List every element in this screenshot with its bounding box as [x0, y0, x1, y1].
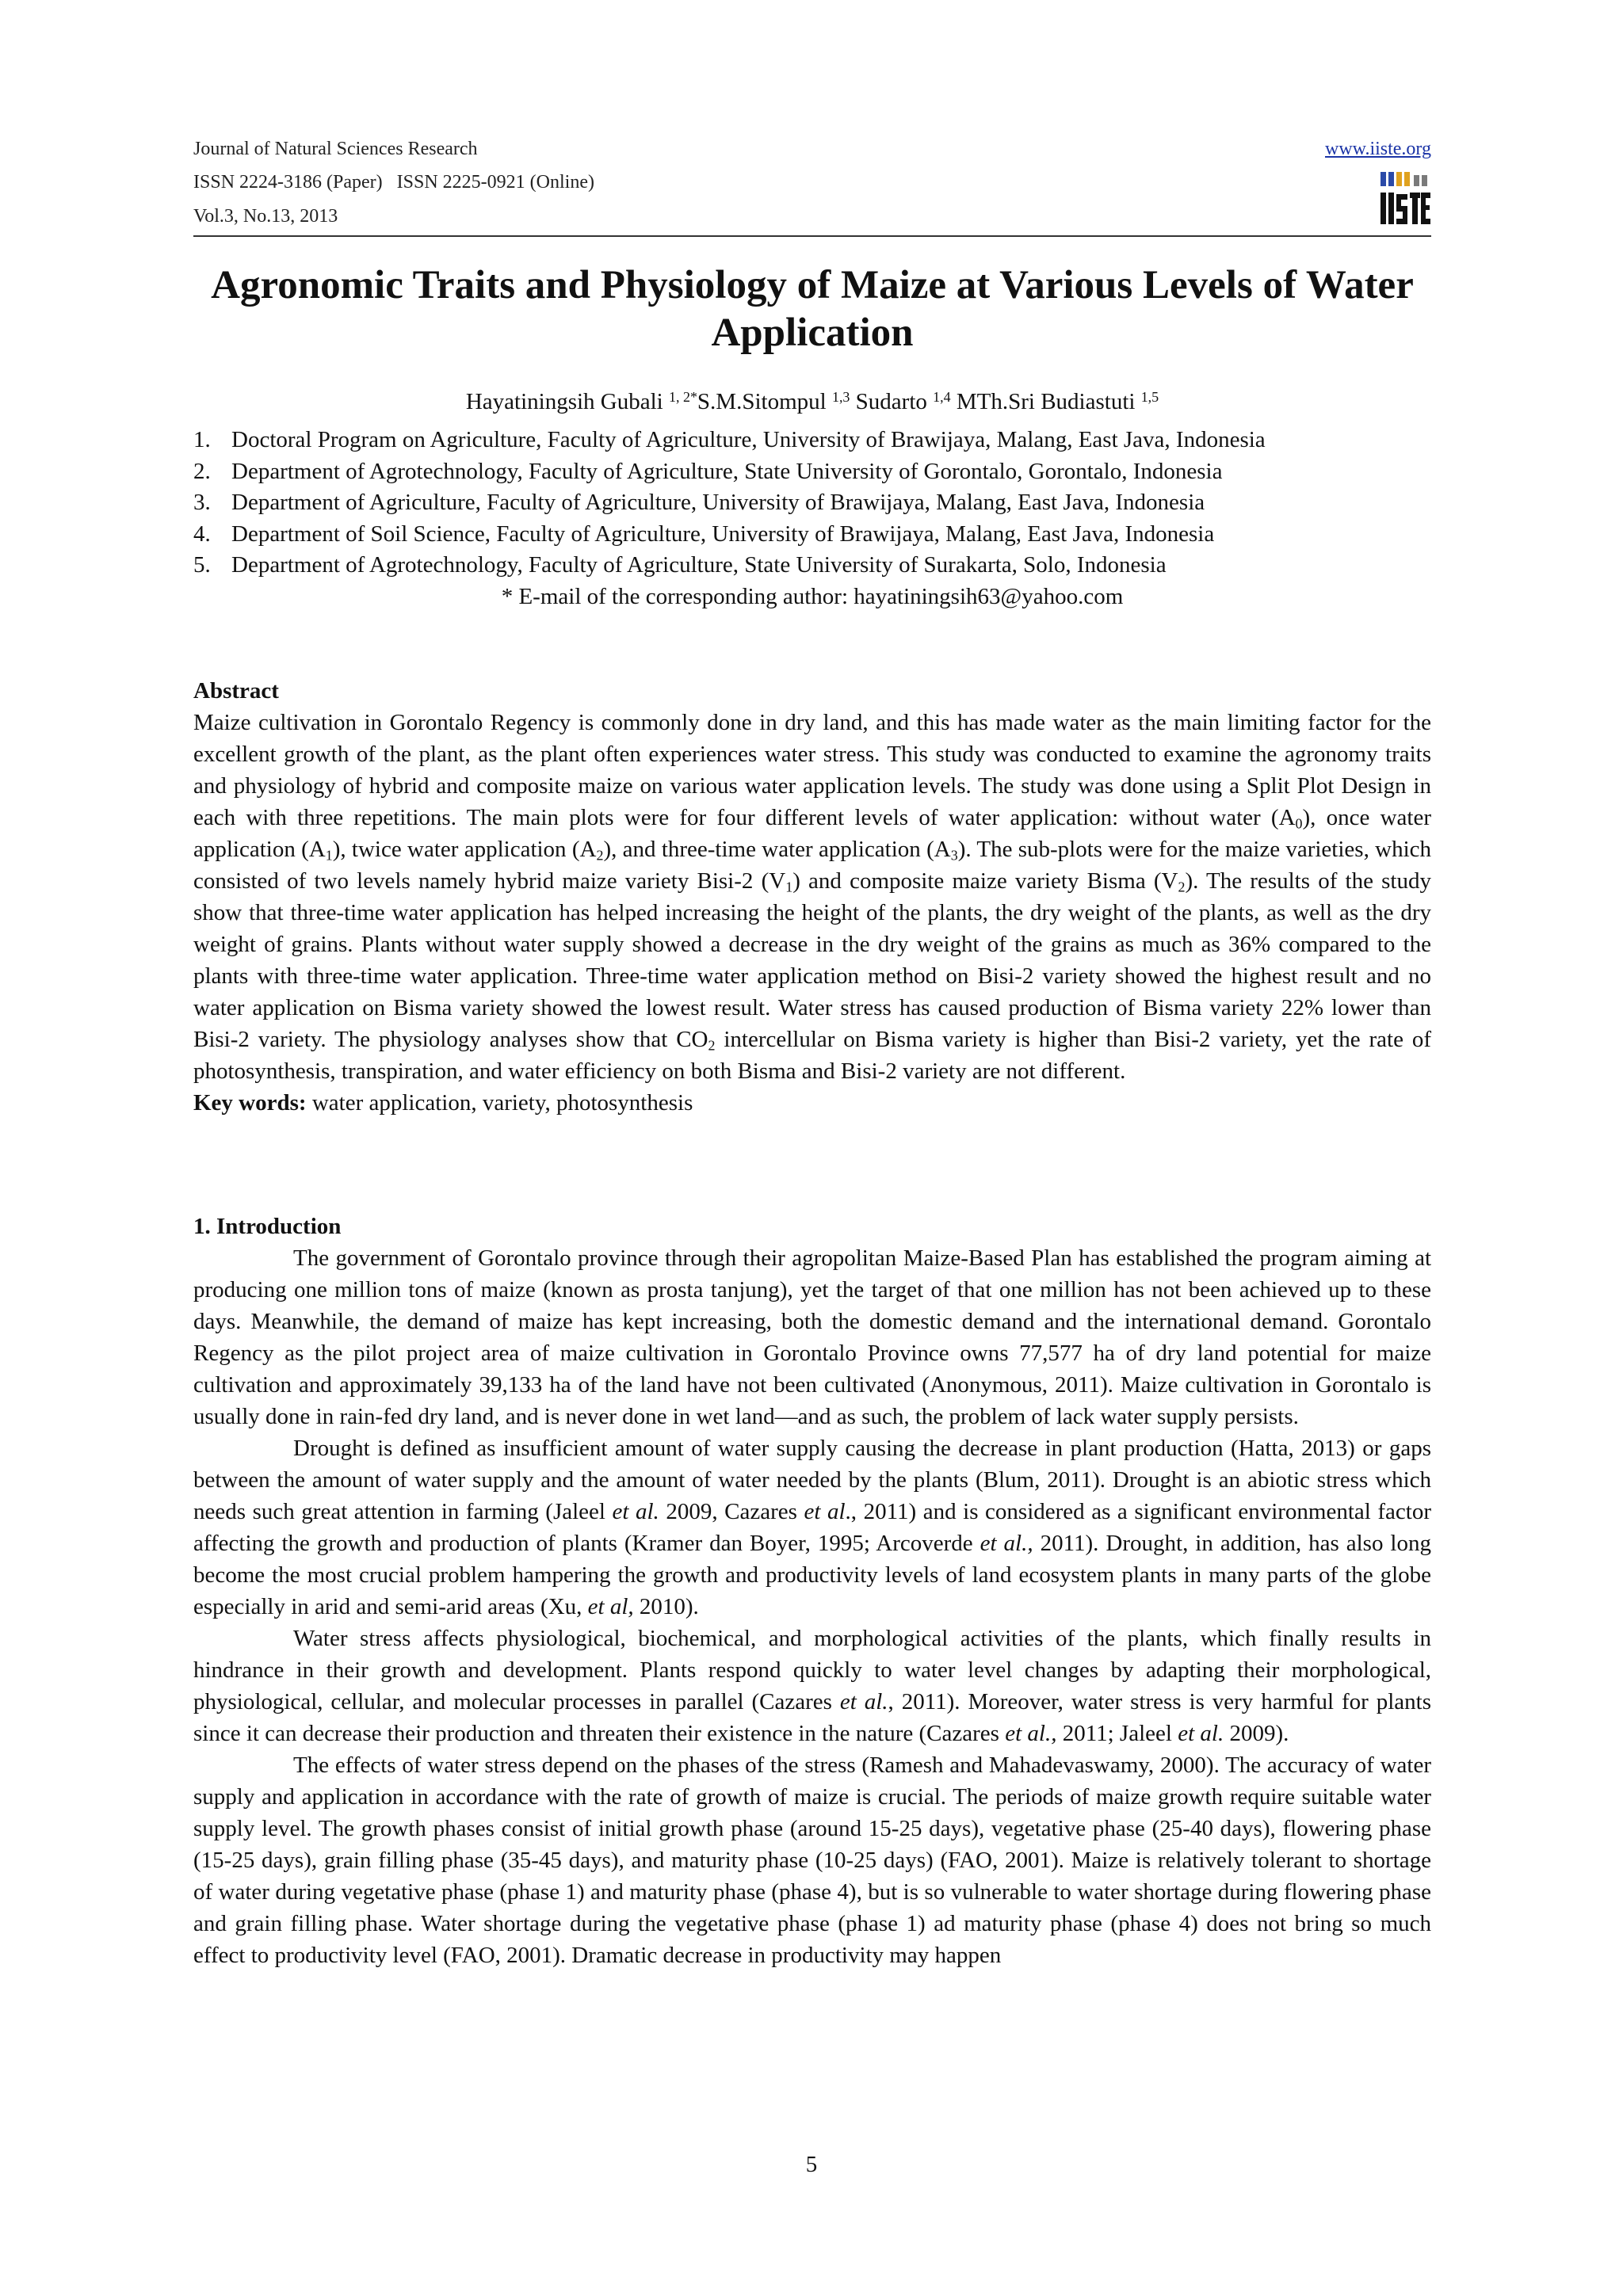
author-list: [193, 387, 1431, 417]
keywords-text: water application, variety, photosynthesis: [306, 1090, 693, 1116]
abstract-body: [193, 707, 1431, 1087]
abstract-heading: Abstract: [193, 678, 279, 704]
intro-paragraph: [193, 1623, 1431, 1749]
intro-italic: et al: [804, 1499, 846, 1524]
intro-italic: et al.: [612, 1499, 659, 1524]
intro-text: 2011; Jaleel: [1056, 1721, 1178, 1746]
affiliation-number: 3.: [193, 490, 211, 515]
affiliation-number: 4.: [193, 521, 211, 547]
iiste-logo: [1379, 169, 1431, 227]
abstract-text: ). The sub-plots were for the maize varieties, which consisted of two levels namely hybrid maize variety Bisi-2 (: [193, 837, 1431, 894]
intro-italic: et al.: [1178, 1721, 1224, 1746]
affiliation-item: [193, 519, 1431, 551]
intro-italic: et al,: [587, 1594, 634, 1619]
intro-text: Drought is defined as insufficient amount of water supply causing the decrease in plant production (Hatta, 2013) or gaps between the amount of water supply and the amount of water needed by the plants (Blum, 2011). Drought is an abiotic stress which needs such great attention in farming (Jaleel: [193, 1436, 1431, 1524]
paper-title: Agronomic Traits and Physiology of Maize at Various Levels of Water Application: [211, 263, 1414, 355]
author-name: MTh.Sri Budiastuti: [956, 389, 1136, 414]
affiliation-item: [193, 456, 1431, 488]
intro-paragraph: The effects of water stress depend on the phases of the stress (Ramesh and Mahadevaswamy, 2000). The accuracy of water supply and application in accordance with the rate of growth of maize is crucial. The periods of maize growth require suitable water supply level. The growth phases consist of initial growth phase (around 15-25 days), vegetative phase (25-40 days), flowering phase (15-25 days), grain filling phase (35-45 days), and maturity phase (10-25 days) (FAO, 2001). Maize is relatively tolerant to shortage of water during vegetative phase (phase 1) and maturity phase (phase 4), but is so vulnerable to water shortage during flowering phase and grain filling phase. Water shortage during the vegetative phase (phase 1) ad maturity phase (phase 4) does not bring so much effect to productivity level (FAO, 2001). Dramatic decrease in productivity may happen: [193, 1753, 1431, 1968]
intro-text: 2009, Cazares: [659, 1499, 804, 1524]
corresponding-email: * E-mail of the corresponding author: hayatiningsih63@yahoo.com: [501, 583, 1124, 609]
introduction-section: [193, 1211, 1431, 1971]
intro-text: 2010).: [633, 1594, 699, 1619]
symbol: A: [1278, 805, 1296, 830]
abstract-text: ), once water application (: [193, 805, 1431, 862]
intro-italic: et al.: [839, 1689, 888, 1714]
intro-text: Water stress affects physiological, biochemical, and morphological activities of the plants, which finally results in hindrance in their growth and development. Plants respond quickly to water level changes by adapting their morphological, physiological, cellular, and molecular processes in parallel (Cazares: [193, 1626, 1431, 1714]
subscript: 2: [1178, 879, 1186, 895]
intro-text: , 2011). Moreover, water stress is very harmful for plants since it can decrease their production and threaten their existence in the nature (Cazares: [193, 1689, 1431, 1746]
subscript: 1: [785, 879, 793, 895]
symbol: A: [934, 837, 951, 862]
intro-paragraph: [193, 1432, 1431, 1623]
affiliation-text: Department of Agriculture, Faculty of Agriculture, University of Brawijaya, Malang, East Java, Indonesia: [231, 490, 1205, 515]
abstract-text: Maize cultivation in Gorontalo Regency is commonly done in dry land, and this has made water as the main limiting factor for the excellent growth of the plant, as the plant often experiences water stress. This study was conducted to examine the agronomy traits and physiology of hybrid and composite maize on various water application levels. The study was done using a Split Plot Design in each with three repetitions. The main plots were for four different levels of water application: without water (: [193, 710, 1431, 830]
intro-text: 2011). Drought, in addition, has also long become the most crucial problem hampering the growth and productivity levels of land ecosystem plants in many parts of the globe especially in arid and semi-arid areas (Xu,: [193, 1531, 1431, 1619]
journal-volume: Vol.3, No.13, 2013: [193, 206, 338, 227]
symbol: A: [579, 837, 597, 862]
keywords-label: Key words:: [193, 1090, 307, 1116]
subscript: 3: [950, 847, 958, 864]
author-name: Sudarto: [855, 389, 927, 414]
author-affil-sup: 1, 2*: [668, 389, 697, 406]
affiliation-number: 5.: [193, 552, 211, 578]
author-affil-sup: 1,3: [831, 389, 850, 406]
journal-name: Journal of Natural Sciences Research: [193, 139, 478, 159]
keywords-line: [193, 1087, 1431, 1119]
abstract-text: ), twice water application (: [332, 837, 580, 862]
symbol: V: [1161, 868, 1178, 894]
affiliation-item: [193, 425, 1431, 456]
affiliation-number: 1.: [193, 427, 211, 452]
intro-text: 2009).: [1224, 1721, 1289, 1746]
abstract-section: [193, 675, 1431, 1119]
symbol: A: [308, 837, 326, 862]
symbol: CO: [676, 1027, 708, 1052]
affiliation-item: [193, 550, 1431, 582]
intro-paragraph: The government of Gorontalo province through their agropolitan Maize-Based Plan has established the program aiming at producing one million tons of maize (known as prosta tanjung), yet the target of that one million has not been achieved up to these days. Meanwhile, the demand of maize has kept increasing, both the domestic demand and the international demand. Gorontalo Regency as the pilot project area of maize cultivation in Gorontalo Province owns 77,577 ha of dry land potential for maize cultivation and approximately 39,133 ha of the land have not been cultivated (Anonymous, 2011). Maize cultivation in Gorontalo is usually done in rain-fed dry land, and is never done in wet land—and as such, the problem of lack water supply persists.: [193, 1245, 1431, 1429]
author-name: S.M.Sitompul: [697, 389, 827, 414]
subscript: 2: [708, 1037, 716, 1054]
affiliation-text: Department of Agrotechnology, Faculty of Agriculture, State University of Surakarta, Solo, Indonesia: [231, 552, 1167, 578]
author-affil-sup: 1,4: [933, 389, 951, 406]
page-number: 5: [805, 2152, 818, 2177]
journal-issn: ISSN 2224-3186 (Paper) ISSN 2225-0921 (Online): [193, 172, 594, 193]
subscript: 1: [325, 847, 333, 864]
affiliation-text: Department of Soil Science, Faculty of Agriculture, University of Brawijaya, Malang, East Java, Indonesia: [231, 521, 1215, 547]
affiliation-number: 2.: [193, 458, 211, 484]
subscript: 2: [596, 847, 604, 864]
intro-text: ., 2011) and is considered as a significant environmental factor affecting the growth and production of plants (Kramer dan Boyer, 1995; Arcoverde: [193, 1499, 1431, 1556]
affiliation-item: [193, 487, 1431, 519]
abstract-text: ) and composite maize variety Bisma (: [792, 868, 1162, 894]
subscript: 0: [1295, 815, 1303, 832]
abstract-text: intercellular on Bisma variety is higher than Bisi-2 variety, yet the rate of photosynthesis, transpiration, and water efficiency on both Bisma and Bisi-2 variety are not different.: [193, 1027, 1431, 1084]
symbol: V: [769, 868, 786, 894]
affiliation-text: Department of Agrotechnology, Faculty of Agriculture, State University of Gorontalo, Gorontalo, Indonesia: [231, 458, 1223, 484]
affiliation-list: [193, 425, 1431, 612]
introduction-heading: 1. Introduction: [193, 1214, 342, 1239]
intro-italic: et al.,: [980, 1531, 1033, 1556]
abstract-text: ), and three-time water application (: [603, 837, 934, 862]
intro-italic: et al.,: [1005, 1721, 1057, 1746]
website-link[interactable]: www.iiste.org: [1325, 139, 1431, 159]
author-affil-sup: 1,5: [1140, 389, 1159, 406]
affiliation-text: Doctoral Program on Agriculture, Faculty of Agriculture, University of Brawijaya, Malang, East Java, Indonesia: [231, 427, 1266, 452]
abstract-text: ). The results of the study show that three-time water application has helped increasing the height of the plants, the dry weight of the plants, as well as the dry weight of grains. Plants without water supply showed a decrease in the dry weight of the grains as much as 36% compared to the plants with three-time water application. Three-time water application method on Bisi-2 variety showed the highest result and no water application on Bisma variety showed the lowest result. Water stress has caused production of Bisma variety 22% lower than Bisi-2 variety. The physiology analyses show that: [193, 868, 1431, 1052]
header-rule: [193, 235, 1431, 237]
author-name: Hayatiningsih Gubali: [465, 389, 663, 414]
